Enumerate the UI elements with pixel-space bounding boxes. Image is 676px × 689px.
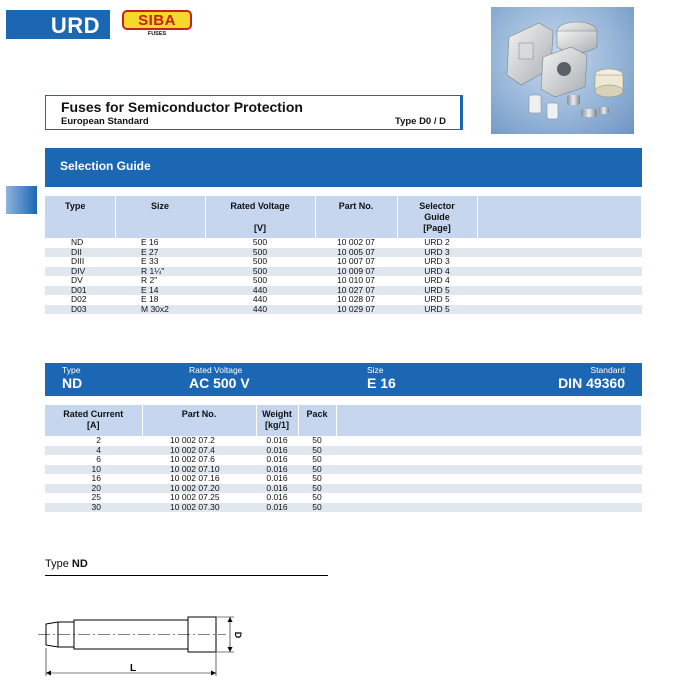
selection-guide-header — [45, 148, 642, 187]
cell-part-no: 10 028 07 — [337, 294, 375, 304]
nd-rating-row — [45, 436, 642, 446]
cell-nd-part-no: 10 002 07.2 — [170, 435, 215, 445]
cell-spacer — [477, 305, 642, 315]
cell-nd-part-no: 10 002 07.10 — [142, 465, 256, 475]
nd-table-header-row — [45, 405, 642, 436]
col-header-weight-label: Weight — [262, 409, 292, 419]
cell-pack: 50 — [312, 492, 322, 502]
cell-pack: 50 — [312, 435, 322, 445]
cell-selector-page: URD 5 — [397, 305, 477, 315]
selection-guide-row — [45, 305, 642, 315]
col-header-rated-current-label: Rated Current — [63, 409, 124, 419]
nd-rating-row — [45, 474, 642, 484]
nd-type-value: ND — [62, 375, 83, 391]
nd-spec-bar — [45, 363, 642, 396]
col-header-selector-line3: [Page] — [423, 223, 451, 233]
nd-rating-row — [45, 503, 642, 513]
cell-selector-page: URD 4 — [424, 275, 450, 285]
cell-type: DII — [45, 248, 115, 258]
product-photo — [491, 7, 634, 134]
cell-spacer — [477, 248, 642, 258]
cell-type: DIV — [45, 267, 115, 277]
cell-spacer — [477, 295, 642, 305]
nd-rating-row — [45, 455, 642, 465]
cell-spacer — [477, 276, 642, 286]
cell-nd-part-no: 10 002 07.16 — [170, 473, 220, 483]
nd-rating-row — [45, 446, 642, 456]
cell-size: R 2" — [141, 275, 158, 285]
col-header-rated-voltage-label: Rated Voltage — [230, 201, 290, 211]
cell-selector-page: URD 4 — [397, 267, 477, 277]
cell-rated-voltage: 500 — [252, 275, 268, 285]
cell-nd-part-no: 10 002 07.25 — [170, 492, 220, 502]
cell-selector-page: URD 3 — [397, 248, 477, 258]
col-header-rated-voltage — [205, 196, 315, 238]
nd-rating-row — [45, 484, 642, 494]
col-header-weight — [256, 405, 298, 436]
cell-part-no: 10 007 07 — [337, 256, 375, 266]
col-header-nd-part-no: Part No. — [142, 405, 256, 436]
col-header-spacer — [477, 196, 642, 238]
nd-standard-value: DIN 49360 — [558, 375, 625, 391]
cell-rated-voltage: 440 — [205, 305, 315, 315]
cell-selector-page: URD 3 — [424, 256, 450, 266]
col-header-weight-unit: [kg/1] — [264, 420, 289, 430]
cell-type: D01 — [45, 286, 115, 296]
cell-rated-current: 16 — [91, 473, 101, 483]
cell-weight: 0.016 — [256, 446, 298, 456]
cell-part-no: 10 010 07 — [337, 275, 375, 285]
cell-nd-part-no: 10 002 07.20 — [142, 484, 256, 494]
cell-pack: 50 — [298, 484, 336, 494]
cell-nd-spacer — [336, 446, 642, 456]
col-header-rated-current-unit: [A] — [87, 420, 100, 430]
col-header-type: Type — [45, 196, 115, 238]
cell-size: E 18 — [141, 294, 159, 304]
selection-guide-table — [45, 196, 642, 314]
cell-nd-spacer — [336, 436, 642, 446]
cell-pack: 50 — [298, 503, 336, 513]
cell-weight: 0.016 — [266, 454, 288, 464]
nd-size-label: Size — [367, 365, 384, 375]
nd-size-value: E 16 — [367, 375, 396, 391]
cell-type: D03 — [45, 305, 115, 315]
document-subtitle: European Standard — [61, 116, 149, 127]
cell-size: E 16 — [141, 237, 159, 247]
cell-rated-voltage: 440 — [252, 294, 268, 304]
fuse-dimension-drawing — [38, 600, 248, 685]
col-header-nd-spacer — [336, 405, 642, 436]
cell-nd-spacer — [336, 474, 642, 484]
col-header-rated-voltage-unit: [V] — [254, 223, 266, 233]
cell-nd-spacer — [336, 493, 642, 503]
cell-weight: 0.016 — [266, 435, 288, 445]
document-type: Type D0 / D — [394, 116, 446, 127]
nd-rating-table — [45, 405, 642, 512]
cell-selector-page: URD 5 — [424, 294, 450, 304]
drawing-type-prefix: Type — [45, 558, 72, 570]
cell-size: E 14 — [115, 286, 205, 296]
col-header-size: Size — [115, 196, 205, 238]
document-title: Fuses for Semiconductor Protection — [61, 99, 303, 115]
cell-nd-spacer — [336, 484, 642, 494]
cell-weight: 0.016 — [256, 503, 298, 513]
siba-logo — [122, 10, 192, 40]
section-tab-label: URD — [50, 13, 100, 38]
cell-selector-page: URD 5 — [397, 286, 477, 296]
drawing-divider — [45, 575, 328, 576]
cell-nd-spacer — [336, 503, 642, 513]
cell-size: R 1¼" — [115, 267, 205, 277]
cell-nd-part-no: 10 002 07.30 — [142, 503, 256, 513]
document-title-box — [45, 95, 463, 130]
cell-size: M 30x2 — [115, 305, 205, 315]
cell-pack: 50 — [298, 465, 336, 475]
selection-guide-title: Selection Guide — [60, 159, 151, 173]
cell-rated-voltage: 500 — [205, 267, 315, 277]
nd-rating-row — [45, 465, 642, 475]
cell-rated-current: 20 — [45, 484, 142, 494]
cell-weight: 0.016 — [256, 465, 298, 475]
siba-logo-subtitle: FUSES — [147, 31, 167, 37]
cell-rated-current: 10 — [45, 465, 142, 475]
cell-rated-current: 6 — [96, 454, 101, 464]
cell-nd-spacer — [336, 465, 642, 475]
cell-selector-page: URD 2 — [424, 237, 450, 247]
cell-weight: 0.016 — [266, 473, 288, 483]
nd-type-label: Type — [62, 365, 81, 375]
drawing-type-name: ND — [71, 558, 88, 570]
nd-voltage-value: AC 500 V — [189, 375, 250, 391]
product-photo-illustration — [491, 7, 634, 134]
cell-type: DIII — [71, 256, 85, 266]
col-header-selector-line1: Selector — [419, 201, 455, 211]
drawing-type-label — [45, 558, 88, 570]
cell-nd-part-no: 10 002 07.4 — [142, 446, 256, 456]
side-marker — [6, 186, 37, 214]
nd-standard-label: Standard — [590, 365, 625, 375]
col-header-selector-line2: Guide — [424, 212, 450, 222]
cell-weight: 0.016 — [266, 492, 288, 502]
selection-guide-header-row — [45, 196, 642, 238]
cell-spacer — [477, 257, 642, 267]
cell-rated-voltage: 500 — [252, 256, 268, 266]
cell-part-no: 10 009 07 — [315, 267, 397, 277]
cell-part-no: 10 027 07 — [315, 286, 397, 296]
col-header-pack: Pack — [298, 405, 336, 436]
col-header-rated-current — [45, 405, 142, 436]
cell-part-no: 10 002 07 — [337, 237, 375, 247]
cell-spacer — [477, 286, 642, 296]
cell-rated-voltage: 500 — [252, 237, 268, 247]
cell-size: E 33 — [141, 256, 159, 266]
cell-size: E 27 — [115, 248, 205, 258]
nd-voltage-label: Rated Voltage — [189, 365, 243, 375]
cell-rated-voltage: 440 — [205, 286, 315, 296]
cell-weight: 0.016 — [256, 484, 298, 494]
cell-type: DV — [71, 275, 83, 285]
cell-pack: 50 — [312, 454, 322, 464]
cell-rated-voltage: 500 — [205, 248, 315, 258]
cell-spacer — [477, 238, 642, 248]
cell-nd-spacer — [336, 455, 642, 465]
col-header-selector-guide — [397, 196, 477, 238]
cell-rated-current: 2 — [96, 435, 101, 445]
cell-type: D02 — [71, 294, 87, 304]
cell-type: ND — [71, 237, 84, 247]
section-tab — [6, 10, 110, 39]
col-header-part-no: Part No. — [315, 196, 397, 238]
cell-rated-current: 25 — [91, 492, 101, 502]
cell-rated-current: 30 — [45, 503, 142, 513]
cell-nd-part-no: 10 002 07.6 — [170, 454, 215, 464]
siba-logo-box — [122, 10, 192, 30]
dimension-length-label: L — [129, 663, 137, 674]
nd-rating-row — [45, 493, 642, 503]
dimension-diameter-label: D — [233, 631, 243, 639]
cell-rated-current: 4 — [45, 446, 142, 456]
cell-part-no: 10 005 07 — [315, 248, 397, 258]
cell-spacer — [477, 267, 642, 277]
siba-logo-text: SIBA — [138, 11, 176, 29]
cell-pack: 50 — [298, 446, 336, 456]
cell-part-no: 10 029 07 — [315, 305, 397, 315]
cell-pack: 50 — [312, 473, 322, 483]
